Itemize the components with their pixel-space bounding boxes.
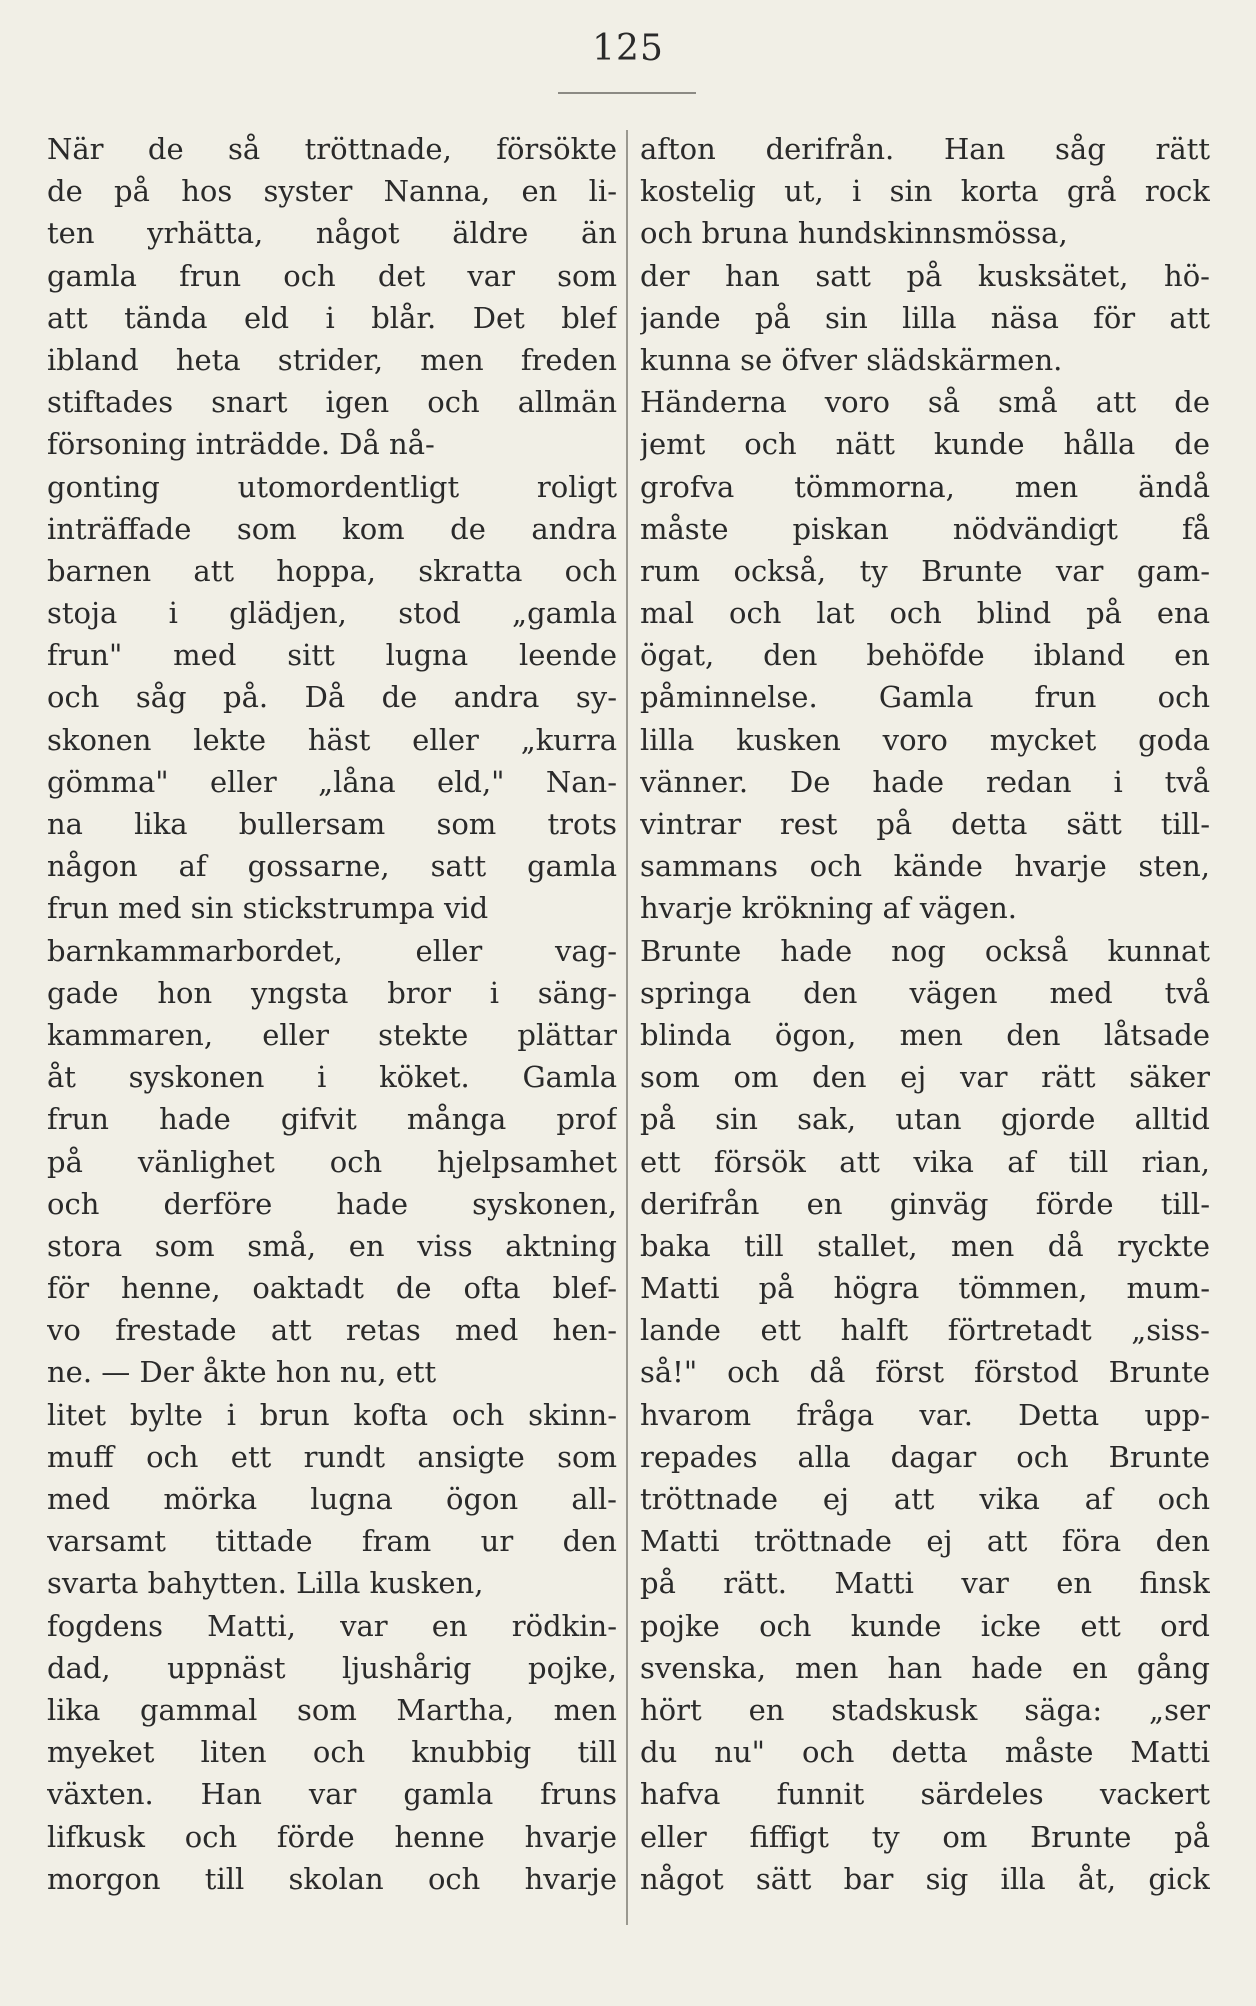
right-column-line: vänner. De hade redan i två bbox=[640, 764, 1210, 799]
right-column-line: mal och lat och blind på ena bbox=[640, 596, 1210, 631]
right-column-line: något sätt bar sig illa åt, gick bbox=[640, 1861, 1210, 1896]
left-column-line: vo frestade att retas med hen- bbox=[47, 1313, 617, 1348]
right-column-line: sammans och kände hvarje sten, bbox=[640, 849, 1210, 884]
right-column bbox=[640, 128, 1210, 1900]
left-column-line: med mörka lugna ögon all- bbox=[47, 1482, 617, 1516]
right-column-line: baka till stallet, men då ryckte bbox=[640, 1228, 1210, 1263]
left-column-line: frun hade gifvit många prof bbox=[47, 1102, 617, 1137]
right-column-line: som om den ej var rätt säker bbox=[640, 1060, 1210, 1095]
right-column-line: repades alla dagar och Brunte bbox=[640, 1439, 1210, 1474]
left-column-line: gamla frun och det var som bbox=[47, 258, 617, 293]
left-column-line: stora som små, en viss aktning bbox=[47, 1228, 617, 1263]
left-column bbox=[47, 128, 617, 1900]
left-column-line: åt syskonen i köket. Gamla bbox=[47, 1060, 617, 1095]
left-column-line: de på hos syster Nanna, en li- bbox=[47, 174, 617, 209]
right-column-line: Matti på högra tömmen, mum- bbox=[640, 1271, 1210, 1306]
right-column-line: du nu" och detta måste Matti bbox=[640, 1735, 1210, 1770]
left-column-line: stoja i glädjen, stod „gamla bbox=[47, 596, 617, 631]
right-column-line: eller fiffigt ty om Brunte på bbox=[640, 1819, 1210, 1854]
right-column-line: hört en stadskusk säga: „ser bbox=[640, 1692, 1210, 1727]
right-column-line: hafva funnit särdeles vackert bbox=[640, 1777, 1210, 1812]
left-column-line: gonting utomordentligt roligt bbox=[47, 469, 617, 504]
right-column-line: kunna se öfver slädskärmen. bbox=[640, 342, 1063, 377]
right-column-line: Händerna voro så små att de bbox=[640, 385, 1210, 420]
left-column-line: och såg på. Då de andra sy- bbox=[47, 680, 617, 715]
left-column-line: frun" med sitt lugna leende bbox=[47, 638, 617, 673]
right-column-line: jemt och nätt kunde hålla de bbox=[640, 427, 1210, 462]
page-number: 125 bbox=[592, 28, 664, 69]
left-column-line: lika gammal som Martha, men bbox=[47, 1692, 617, 1727]
left-column-line: När de så tröttnade, försökte bbox=[47, 132, 617, 166]
right-column-line: ögat, den behöfde ibland en bbox=[640, 638, 1210, 673]
left-column-line: muff och ett rundt ansigte som bbox=[47, 1439, 617, 1474]
right-column-line: afton derifrån. Han såg rätt bbox=[640, 132, 1210, 166]
left-column-line: gömma" eller „låna eld," Nan- bbox=[47, 764, 617, 799]
left-column-line: någon af gossarne, satt gamla bbox=[47, 849, 617, 884]
left-column-line: att tända eld i blår. Det blef bbox=[47, 300, 617, 335]
left-column-line: myeket liten och knubbig till bbox=[47, 1735, 617, 1770]
left-column-line: barnkammarbordet, eller vag- bbox=[47, 933, 617, 968]
right-column-line: måste piskan nödvändigt få bbox=[640, 511, 1210, 546]
right-column-line: der han satt på kusksätet, hö- bbox=[640, 258, 1210, 293]
right-column-line: springa den vägen med två bbox=[640, 975, 1210, 1010]
left-column-line: kammaren, eller stekte plättar bbox=[47, 1017, 617, 1052]
left-column-line: ne. — Der åkte hon nu, ett bbox=[47, 1355, 437, 1390]
header-rule bbox=[558, 92, 696, 94]
left-column-line: frun med sin stickstrumpa vid bbox=[47, 891, 489, 926]
right-column-line: tröttnade ej att vika af och bbox=[640, 1482, 1210, 1516]
left-column-line: barnen att hoppa, skratta och bbox=[47, 553, 617, 588]
left-column-line: på vänlighet och hjelpsamhet bbox=[47, 1144, 617, 1179]
left-column-line: försoning inträdde. Då nå- bbox=[47, 427, 435, 462]
right-column-line: rum också, ty Brunte var gam- bbox=[640, 553, 1210, 588]
column-divider bbox=[626, 130, 628, 1925]
right-column-line: så!" och då först förstod Brunte bbox=[640, 1355, 1210, 1390]
right-column-line: Matti tröttnade ej att föra den bbox=[640, 1524, 1210, 1559]
left-column-line: växten. Han var gamla fruns bbox=[47, 1777, 617, 1812]
right-column-line: grofva tömmorna, men ändå bbox=[640, 469, 1210, 504]
left-column-line: litet bylte i brun kofta och skinn- bbox=[47, 1397, 617, 1432]
left-column-line: inträffade som kom de andra bbox=[47, 511, 617, 546]
left-column-line: stiftades snart igen och allmän bbox=[47, 385, 617, 420]
left-column-line: dad, uppnäst ljushårig pojke, bbox=[47, 1650, 617, 1685]
right-column-line: derifrån en ginväg förde till- bbox=[640, 1186, 1210, 1221]
right-column-line: blinda ögon, men den låtsade bbox=[640, 1017, 1210, 1052]
left-column-line: fogdens Matti, var en rödkin- bbox=[47, 1608, 617, 1643]
right-column-line: hvarom fråga var. Detta upp- bbox=[640, 1397, 1210, 1432]
right-column-line: kostelig ut, i sin korta grå rock bbox=[640, 174, 1210, 209]
left-column-line: svarta bahytten. Lilla kusken, bbox=[47, 1566, 484, 1601]
right-column-line: ett försök att vika af till rian, bbox=[640, 1144, 1210, 1179]
left-column-line: varsamt tittade fram ur den bbox=[47, 1524, 617, 1559]
right-column-line: påminnelse. Gamla frun och bbox=[640, 680, 1210, 715]
left-column-line: ten yrhätta, något äldre än bbox=[47, 216, 617, 251]
left-column-line: för henne, oaktadt de ofta blef- bbox=[47, 1271, 617, 1306]
right-column-line: hvarje krökning af vägen. bbox=[640, 891, 1017, 926]
right-column-line: pojke och kunde icke ett ord bbox=[640, 1608, 1210, 1643]
left-column-line: na lika bullersam som trots bbox=[47, 807, 617, 841]
right-column-line: Brunte hade nog också kunnat bbox=[640, 933, 1210, 968]
left-column-line: och derföre hade syskonen, bbox=[47, 1186, 617, 1221]
right-column-line: och bruna hundskinnsmössa, bbox=[640, 216, 1068, 251]
left-column-line: lifkusk och förde henne hvarje bbox=[47, 1819, 617, 1854]
right-column-line: på sin sak, utan gjorde alltid bbox=[640, 1102, 1210, 1137]
left-column-line: ibland heta strider, men freden bbox=[47, 342, 617, 377]
right-column-line: jande på sin lilla näsa för att bbox=[640, 300, 1210, 335]
left-column-line: morgon till skolan och hvarje bbox=[47, 1861, 617, 1896]
right-column-line: på rätt. Matti var en finsk bbox=[640, 1566, 1210, 1601]
right-column-line: lande ett halft förtretadt „siss- bbox=[640, 1313, 1210, 1348]
left-column-line: gade hon yngsta bror i säng- bbox=[47, 975, 617, 1010]
right-column-line: svenska, men han hade en gång bbox=[640, 1650, 1210, 1685]
right-column-line: lilla kusken voro mycket goda bbox=[640, 722, 1210, 757]
left-column-line: skonen lekte häst eller „kurra bbox=[47, 722, 617, 757]
right-column-line: vintrar rest på detta sätt till- bbox=[640, 807, 1210, 841]
